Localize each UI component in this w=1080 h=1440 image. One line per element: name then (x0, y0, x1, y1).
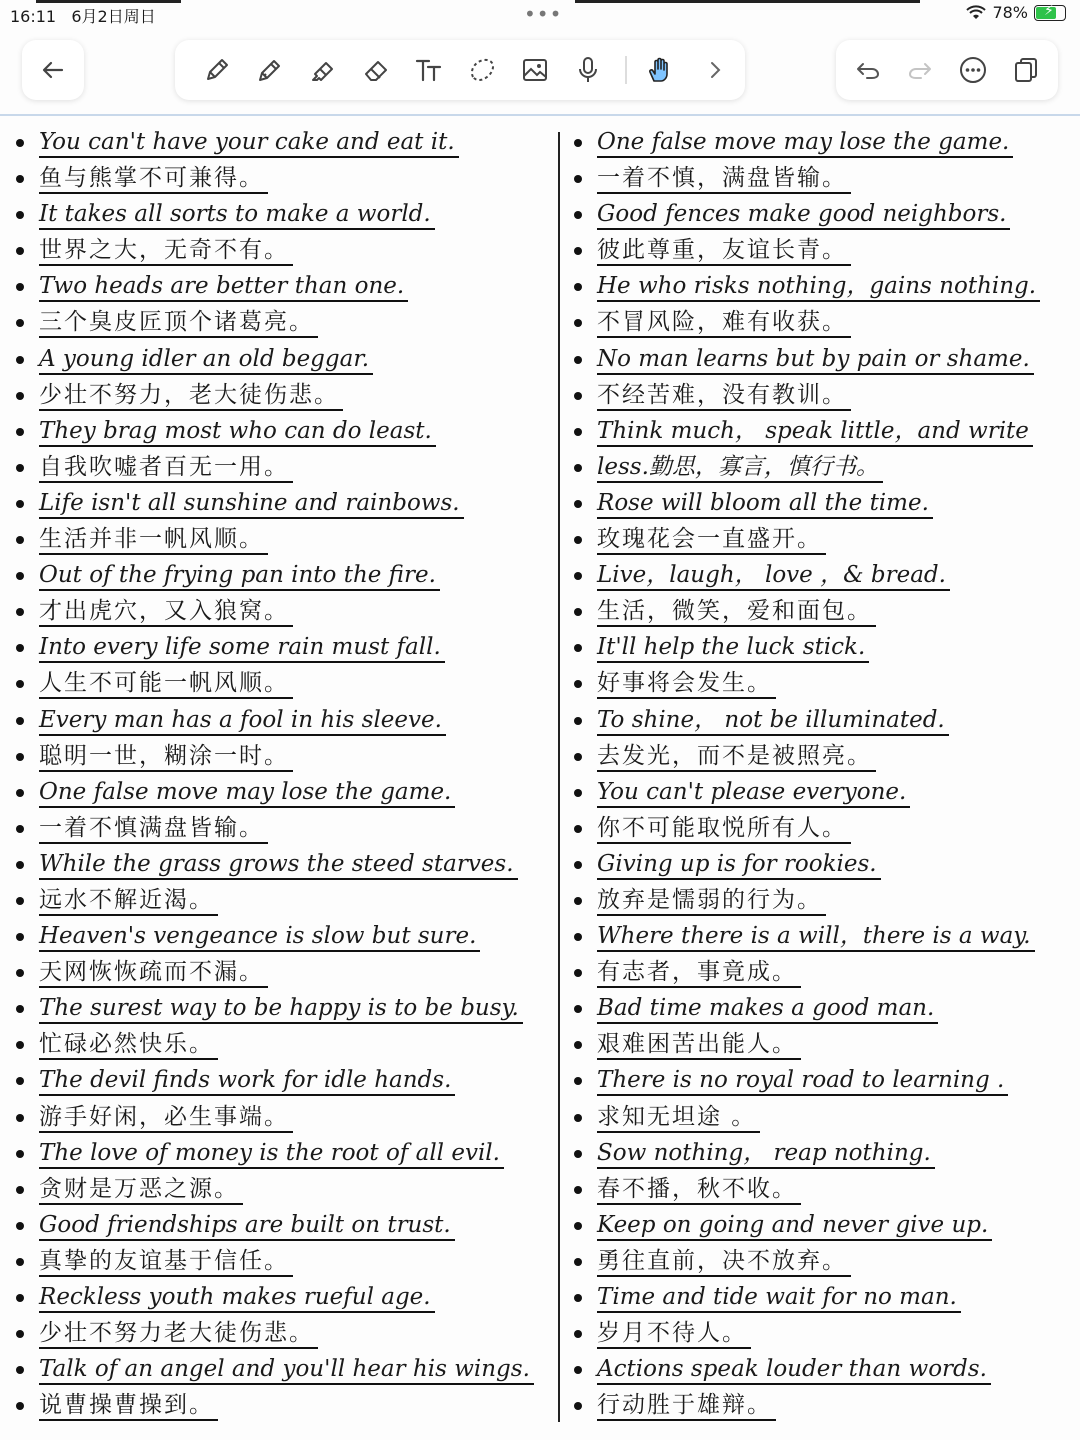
handwritten-text: 不冒风险，难有收获。 (597, 308, 851, 338)
pen-tool-button[interactable] (250, 50, 290, 90)
bullet-point (16, 464, 24, 472)
battery-icon: ⚡ (1034, 5, 1066, 21)
bullet-point (574, 319, 582, 327)
note-line (16, 1209, 556, 1245)
top-edge-line (36, 0, 181, 3)
note-line (16, 1028, 556, 1064)
handwritten-text: 少壮不努力老大徒伤悲。 (39, 1319, 318, 1349)
note-line (16, 126, 556, 162)
hand-icon (645, 55, 675, 85)
bullet-point (16, 572, 24, 580)
bullet-point (574, 608, 582, 616)
note-line (574, 1101, 1074, 1137)
note-line (16, 595, 556, 631)
note-line (16, 1353, 556, 1389)
handwritten-text: Two heads are better than one. (39, 272, 408, 302)
handwritten-text: 求知无坦途 。 (597, 1103, 760, 1133)
battery-percent: 78% (992, 3, 1028, 22)
bullet-point (574, 283, 582, 291)
toolbar-divider (625, 56, 627, 84)
handwritten-text: It takes all sorts to make a world. (39, 200, 435, 230)
bullet-point (16, 717, 24, 725)
handwritten-text: 好事将会发生。 (597, 669, 776, 699)
handwritten-text: Where there is a will，there is a way. (597, 922, 1035, 952)
undo-icon (853, 55, 883, 85)
note-line (16, 631, 556, 667)
bullet-point (574, 1114, 582, 1122)
bullet-point (574, 1041, 582, 1049)
note-line (574, 126, 1074, 162)
image-icon (520, 55, 550, 85)
handwritten-text: You can't have your cake and eat it. (39, 128, 459, 158)
note-line (574, 631, 1074, 667)
bullet-point (574, 175, 582, 183)
pencil-tool-button[interactable] (197, 50, 237, 90)
pages-button[interactable] (1006, 50, 1046, 90)
bullet-point (574, 1150, 582, 1158)
note-line (574, 379, 1074, 415)
handwritten-text: 生活，微笑，爱和面包。 (597, 597, 876, 627)
handwritten-text: 才出虎穴，又入狼窝。 (39, 597, 293, 627)
note-line (16, 1064, 556, 1100)
bullet-point (574, 1077, 582, 1085)
bullet-point (16, 536, 24, 544)
drawing-toolbar (175, 40, 745, 100)
bullet-point (574, 644, 582, 652)
handwritten-text: Talk of an angel and you'll hear his wings. (39, 1355, 534, 1385)
note-line (16, 198, 556, 234)
note-line (574, 704, 1074, 740)
bullet-point (16, 1402, 24, 1410)
bullet-point (16, 392, 24, 400)
note-line (574, 920, 1074, 956)
text-icon (414, 55, 444, 85)
bullet-point (574, 825, 582, 833)
pages-icon (1011, 55, 1041, 85)
handwritten-text: 少壮不努力，老大徒伤悲。 (39, 381, 343, 411)
highlighter-icon (308, 55, 338, 85)
handwritten-text: 游手好闲，必生事端。 (39, 1103, 293, 1133)
note-line (574, 848, 1074, 884)
bullet-point (574, 392, 582, 400)
bullet-point (574, 464, 582, 472)
wifi-icon (966, 5, 986, 21)
multitask-dots[interactable]: ••• (524, 2, 563, 26)
bullet-point (16, 1150, 24, 1158)
handwritten-text: It'll help the luck stick. (597, 633, 869, 663)
note-line (574, 306, 1074, 342)
handwritten-text: You can't please everyone. (597, 778, 910, 808)
status-date: 6月2日周日 (71, 7, 156, 26)
bullet-point (574, 1186, 582, 1194)
lasso-tool-button[interactable] (462, 50, 502, 90)
bullet-point (16, 969, 24, 977)
handwritten-text: 春不播，秋不收。 (597, 1175, 801, 1205)
handwritten-text: Time and tide wait for no man. (597, 1283, 961, 1313)
note-line (16, 270, 556, 306)
bullet-point (16, 1005, 24, 1013)
bullet-point (574, 1330, 582, 1338)
right-column (574, 126, 1074, 1425)
handwritten-text: 艰难困苦出能人。 (597, 1030, 801, 1060)
back-button[interactable] (33, 50, 73, 90)
note-line (574, 1353, 1074, 1389)
bullet-point (16, 933, 24, 941)
handwritten-text: Every man has a fool in his sleeve. (39, 706, 446, 736)
microphone-icon (573, 55, 603, 85)
handwritten-text: 鱼与熊掌不可兼得。 (39, 164, 268, 194)
redo-icon (905, 55, 935, 85)
microphone-button[interactable] (568, 50, 608, 90)
bullet-point (16, 283, 24, 291)
note-line (16, 1245, 556, 1281)
note-line (574, 667, 1074, 703)
note-line (574, 1137, 1074, 1173)
note-line (16, 234, 556, 270)
handwritten-text: No man learns but by pain or shame. (597, 345, 1034, 375)
note-line (574, 1317, 1074, 1353)
bullet-point (16, 1114, 24, 1122)
note-line (16, 884, 556, 920)
bullet-point (16, 1366, 24, 1374)
note-line (574, 776, 1074, 812)
bullet-point (16, 1041, 24, 1049)
note-line (16, 415, 556, 451)
bullet-point (16, 608, 24, 616)
redo-button[interactable] (900, 50, 940, 90)
bullet-point (16, 1258, 24, 1266)
note-line (574, 234, 1074, 270)
handwritten-text: 说曹操曹操到。 (39, 1391, 218, 1421)
note-line (574, 1028, 1074, 1064)
chevron-right-icon (700, 55, 730, 85)
bullet-point (574, 717, 582, 725)
note-line (574, 812, 1074, 848)
handwritten-text: 放弃是懦弱的行为。 (597, 886, 826, 916)
bullet-point (16, 1330, 24, 1338)
highlighter-tool-button[interactable] (303, 50, 343, 90)
note-line (574, 523, 1074, 559)
bullet-point (574, 1258, 582, 1266)
handwritten-text: Bad time makes a good man. (597, 994, 938, 1024)
bullet-point (574, 572, 582, 580)
note-line (16, 1317, 556, 1353)
more-button[interactable] (953, 50, 993, 90)
note-line (574, 270, 1074, 306)
note-line (574, 415, 1074, 451)
handwritten-text: 贪财是万恶之源。 (39, 1175, 243, 1205)
bullet-point (16, 428, 24, 436)
handwritten-text: Actions speak louder than words. (597, 1355, 991, 1385)
handwritten-text: Live，laugh， love ，& bread. (597, 561, 950, 591)
image-tool-button[interactable] (515, 50, 555, 90)
actions-toolbar (836, 40, 1058, 100)
bullet-point (16, 319, 24, 327)
pen-icon (255, 55, 285, 85)
handwritten-text: Life isn't all sunshine and rainbows. (39, 489, 464, 519)
bullet-point (16, 1186, 24, 1194)
eraser-icon (361, 55, 391, 85)
bullet-point (574, 969, 582, 977)
undo-button[interactable] (848, 50, 888, 90)
handwritten-text: 人生不可能一帆风顺。 (39, 669, 293, 699)
handwritten-text: Good friendships are built on trust. (39, 1211, 455, 1241)
toolbar-separator (0, 114, 1080, 116)
handwritten-text: While the grass grows the steed starves. (39, 850, 518, 880)
note-line (16, 704, 556, 740)
handwritten-text: 去发光，而不是被照亮。 (597, 742, 876, 772)
note-line (574, 1173, 1074, 1209)
handwritten-text: To shine， not be illuminated. (597, 706, 949, 736)
bullet-point (574, 1402, 582, 1410)
note-line (16, 848, 556, 884)
handwritten-text: A young idler an old beggar. (39, 345, 373, 375)
bullet-point (574, 789, 582, 797)
note-line (574, 1389, 1074, 1425)
note-line (574, 1281, 1074, 1317)
bullet-point (16, 356, 24, 364)
handwritten-text: 天网恢恢疏而不漏。 (39, 958, 268, 988)
handwritten-text: less.勤思，寡言，慎行书。 (597, 453, 883, 483)
bullet-point (574, 428, 582, 436)
bullet-point (16, 1294, 24, 1302)
bullet-point (574, 536, 582, 544)
bullet-point (574, 680, 582, 688)
note-line (16, 162, 556, 198)
handwritten-text: 三个臭皮匠顶个诸葛亮。 (39, 308, 318, 338)
handwritten-text: 自我吹嘘者百无一用。 (39, 453, 293, 483)
bullet-point (16, 139, 24, 147)
handwritten-text: Keep on going and never give up. (597, 1211, 992, 1241)
handwritten-text: They brag most who can do least. (39, 417, 436, 447)
note-line (574, 487, 1074, 523)
bullet-point (574, 1005, 582, 1013)
note-line (16, 1101, 556, 1137)
handwritten-text: 玫瑰花会一直盛开。 (597, 525, 826, 555)
bullet-point (574, 139, 582, 147)
pencil-icon (202, 55, 232, 85)
handwritten-text: 真挚的友谊基于信任。 (39, 1247, 293, 1277)
bullet-point (574, 1222, 582, 1230)
bullet-point (16, 247, 24, 255)
note-line (574, 884, 1074, 920)
handwritten-text: Heaven's vengeance is slow but sure. (39, 922, 480, 952)
note-line (16, 306, 556, 342)
handwritten-text: 有志者，事竟成。 (597, 958, 801, 988)
status-bar (0, 0, 1080, 28)
handwritten-text: 远水不解近渴。 (39, 886, 218, 916)
status-time: 16:11 6月2日周日 (10, 7, 156, 26)
note-line (574, 1209, 1074, 1245)
handwritten-text: Reckless youth makes rueful age. (39, 1283, 435, 1313)
note-line (574, 343, 1074, 379)
handwritten-text: 聪明一世，糊涂一时。 (39, 742, 293, 772)
note-line (574, 595, 1074, 631)
hand-tool-button[interactable] (640, 50, 680, 90)
handwritten-text: 勇往直前，决不放弃。 (597, 1247, 851, 1277)
bullet-point (16, 897, 24, 905)
handwritten-text: Good fences make good neighbors. (597, 200, 1010, 230)
back-arrow-icon (38, 55, 68, 85)
note-line (16, 920, 556, 956)
handwritten-text: 岁月不待人。 (597, 1319, 751, 1349)
note-line (574, 992, 1074, 1028)
text-tool-button[interactable] (409, 50, 449, 90)
note-line (16, 667, 556, 703)
back-group (22, 40, 84, 100)
note-line (574, 1064, 1074, 1100)
handwritten-text: Sow nothing， reap nothing. (597, 1139, 935, 1169)
eraser-tool-button[interactable] (356, 50, 396, 90)
handwritten-text: Rose will bloom all the time. (597, 489, 933, 519)
bullet-point (574, 897, 582, 905)
note-line (16, 992, 556, 1028)
bullet-point (16, 825, 24, 833)
note-line (16, 812, 556, 848)
bullet-point (16, 1077, 24, 1085)
note-line (16, 1173, 556, 1209)
note-line (16, 343, 556, 379)
left-column (16, 126, 556, 1425)
handwritten-text: 你不可能取悦所有人。 (597, 814, 851, 844)
note-line (16, 487, 556, 523)
note-line (16, 559, 556, 595)
note-line (16, 1137, 556, 1173)
handwritten-text: 世界之大，无奇不有。 (39, 236, 293, 266)
top-edge-line (575, 0, 920, 3)
column-divider-line (558, 132, 560, 1422)
note-line (574, 1245, 1074, 1281)
bullet-point (574, 861, 582, 869)
note-line (16, 740, 556, 776)
note-line (574, 559, 1074, 595)
handwritten-text: 不经苦难，没有教训。 (597, 381, 851, 411)
note-line (574, 162, 1074, 198)
bullet-point (16, 1222, 24, 1230)
bullet-point (16, 175, 24, 183)
handwritten-text: The devil finds work for idle hands. (39, 1066, 455, 1096)
note-line (574, 956, 1074, 992)
bullet-point (16, 211, 24, 219)
bullet-point (16, 753, 24, 761)
handwritten-text: Into every life some rain must fall. (39, 633, 445, 663)
note-line (16, 1281, 556, 1317)
bullet-point (16, 644, 24, 652)
bullet-point (16, 861, 24, 869)
bullet-point (574, 500, 582, 508)
bullet-point (16, 789, 24, 797)
handwritten-text: 一着不慎，满盘皆输。 (597, 164, 851, 194)
handwritten-text: Out of the frying pan into the fire. (39, 561, 440, 591)
handwritten-text: 彼此尊重，友谊长青。 (597, 236, 851, 266)
handwritten-text: The love of money is the root of all evil. (39, 1139, 504, 1169)
note-line (16, 379, 556, 415)
handwritten-text: There is no royal road to learning . (597, 1066, 1008, 1096)
bullet-point (574, 933, 582, 941)
bullet-point (574, 1366, 582, 1374)
status-right (966, 3, 1066, 22)
note-line (574, 740, 1074, 776)
bullet-point (574, 1294, 582, 1302)
handwritten-text: Giving up is for rookies. (597, 850, 881, 880)
handwritten-text: Think much， speak little，and write (597, 417, 1033, 447)
more-icon (958, 55, 988, 85)
bullet-point (16, 500, 24, 508)
note-line (574, 198, 1074, 234)
bullet-point (16, 680, 24, 688)
more-tools-button[interactable] (695, 50, 735, 90)
handwritten-text: 一着不慎满盘皆输。 (39, 814, 268, 844)
note-line (16, 776, 556, 812)
bullet-point (574, 211, 582, 219)
note-line (16, 1389, 556, 1425)
note-line (16, 956, 556, 992)
bullet-point (574, 753, 582, 761)
note-line (16, 451, 556, 487)
handwritten-text: 忙碌必然快乐。 (39, 1030, 218, 1060)
handwritten-text: One false move may lose the game. (39, 778, 455, 808)
lasso-icon (467, 55, 497, 85)
note-line (16, 523, 556, 559)
note-line (574, 451, 1074, 487)
handwritten-text: 生活并非一帆风顺。 (39, 525, 268, 555)
handwritten-text: He who risks nothing，gains nothing. (597, 272, 1040, 302)
handwritten-text: 行动胜于雄辩。 (597, 1391, 776, 1421)
handwritten-text: One false move may lose the game. (597, 128, 1013, 158)
bullet-point (574, 356, 582, 364)
bullet-point (574, 247, 582, 255)
handwritten-text: The surest way to be happy is to be busy. (39, 994, 523, 1024)
